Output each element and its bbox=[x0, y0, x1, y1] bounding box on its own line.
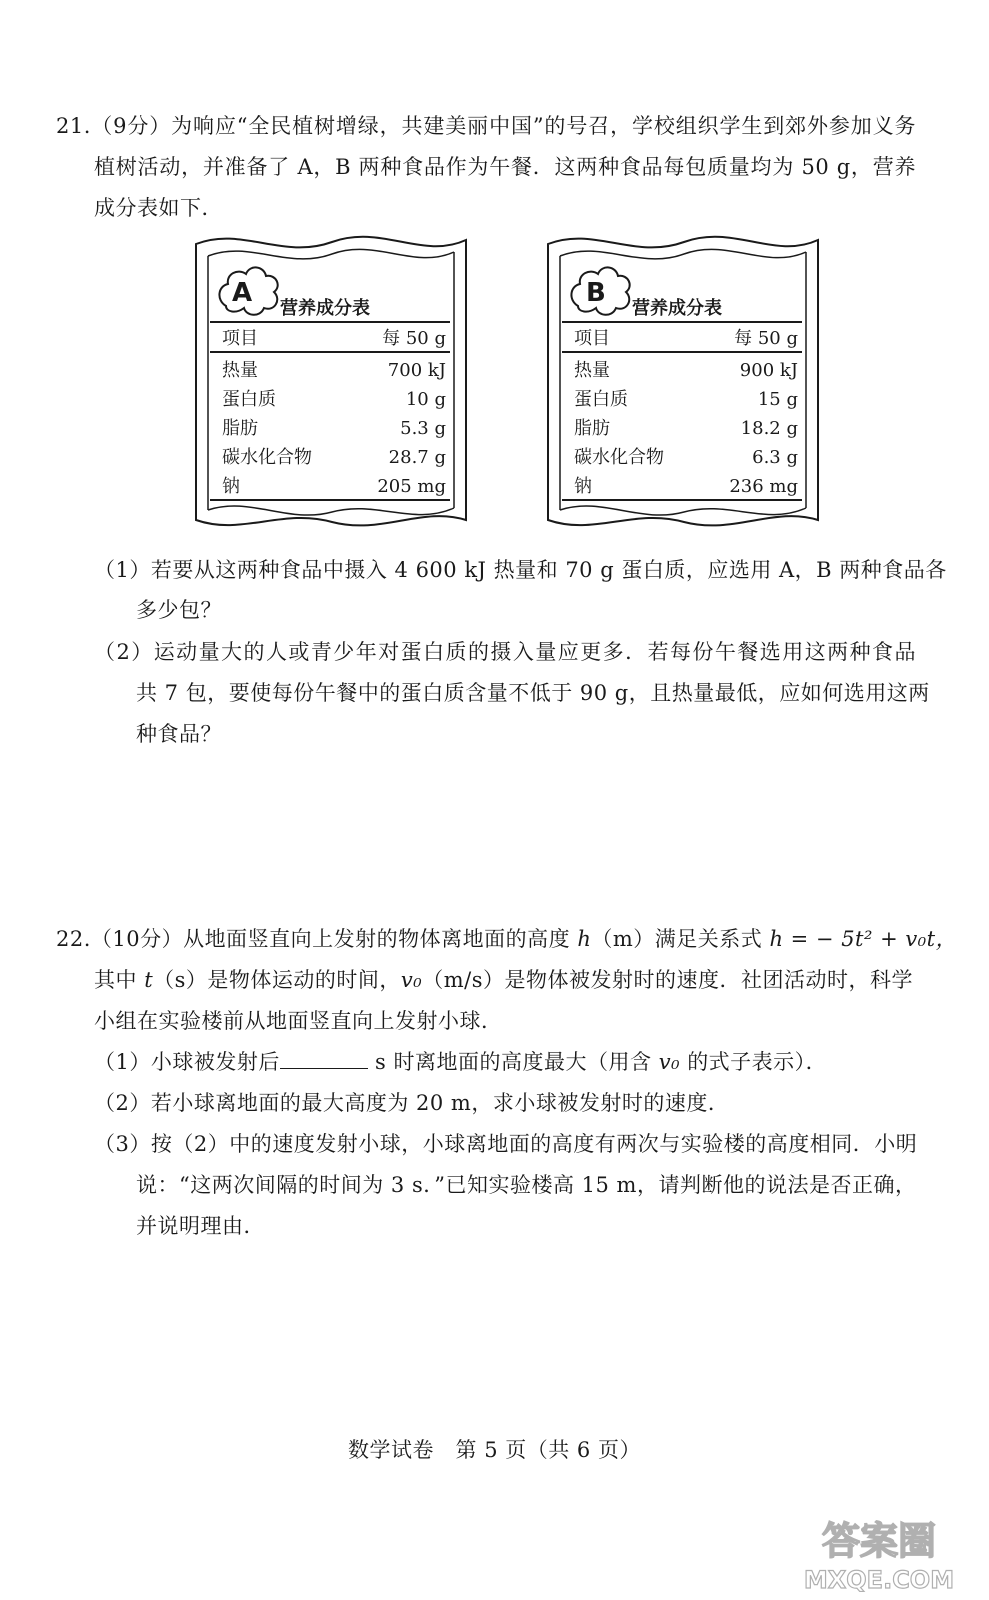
row-value: 205 mg bbox=[377, 476, 446, 497]
var-v0: v₀ bbox=[400, 968, 423, 992]
header-item: 项目 bbox=[222, 328, 258, 349]
card-a-title: 营养成分表 bbox=[280, 298, 370, 319]
page-footer: 数学试卷 第 5 页（共 6 页） bbox=[348, 1438, 641, 1462]
q22-sub3-line-3: 并说明理由． bbox=[136, 1214, 265, 1238]
table-row bbox=[574, 356, 798, 385]
q22-line-3: 小组在实验楼前从地面竖直向上发射小球． bbox=[94, 1009, 503, 1033]
q22-text: s 时离地面的高度最大（用含 bbox=[367, 1050, 652, 1074]
row-label: 碳水化合物 bbox=[574, 447, 664, 468]
q22-text: （s）是物体运动的时间， bbox=[153, 968, 401, 992]
q22-sub3-line-1: （3）按（2）中的速度发射小球，小球离地面的高度有两次与实验楼的高度相同．小明 bbox=[94, 1132, 918, 1156]
q22-text: 22.（10分）从地面竖直向上发射的物体离地面的高度 bbox=[56, 927, 571, 951]
watermark-top: 答案圈 bbox=[821, 1519, 937, 1563]
q22-text: 其中 bbox=[94, 968, 137, 992]
row-label: 热量 bbox=[222, 360, 258, 381]
var-t: t bbox=[144, 968, 154, 992]
q22-text: （m/s）是物体被发射时的速度．社团活动时，科学 bbox=[422, 968, 913, 992]
var-h: h bbox=[577, 927, 592, 951]
table-row bbox=[222, 356, 446, 385]
q22-text: （m）满足关系式 bbox=[591, 927, 763, 951]
row-label: 脂肪 bbox=[574, 418, 610, 439]
table-row bbox=[574, 385, 798, 414]
row-label: 脂肪 bbox=[222, 418, 258, 439]
formula: h = − 5t² + v₀t， bbox=[769, 927, 958, 951]
row-value: 700 kJ bbox=[387, 360, 446, 381]
watermark-bottom: MXQE.COM bbox=[803, 1566, 955, 1592]
row-value: 6.3 g bbox=[752, 447, 798, 468]
nutrition-card-a bbox=[192, 230, 470, 532]
q21-sub2-line-1: （2）运动量大的人或青少年对蛋白质的摄入量应更多．若每份午餐选用这两种食品 bbox=[94, 640, 916, 664]
row-value: 900 kJ bbox=[739, 360, 798, 381]
q22-sub3-line-2: 说：“这两次间隔的时间为 3 s．”已知实验楼高 15 m，请判断他的说法是否正确， bbox=[136, 1173, 917, 1197]
row-value: 5.3 g bbox=[400, 418, 446, 439]
row-value: 236 mg bbox=[729, 476, 798, 497]
table-row bbox=[222, 472, 446, 501]
q22-text: 的式子表示）． bbox=[687, 1050, 828, 1074]
row-value: 18.2 g bbox=[740, 418, 798, 439]
row-label: 碳水化合物 bbox=[222, 447, 312, 468]
row-label: 钠 bbox=[222, 476, 240, 497]
card-b-header-row bbox=[574, 324, 798, 353]
q21-sub2-line-2: 共 7 包，要使每份午餐中的蛋白质含量不低于 90 g，且热量最低，应如何选用这两 bbox=[136, 681, 930, 705]
table-row bbox=[222, 385, 446, 414]
header-per: 每 50 g bbox=[382, 328, 446, 349]
q21-sub1-line-2: 多少包？ bbox=[136, 598, 222, 622]
q22-line-1 bbox=[56, 925, 957, 953]
card-b-letter: B bbox=[586, 278, 606, 308]
q21-line-2: 植树活动，并准备了 A，B 两种食品作为午餐．这两种食品每包质量均为 50 g，营养 bbox=[94, 155, 916, 179]
table-row bbox=[222, 443, 446, 472]
row-label: 蛋白质 bbox=[574, 389, 628, 410]
q22-sub1 bbox=[94, 1048, 827, 1076]
row-label: 钠 bbox=[574, 476, 592, 497]
var-v0: v₀ bbox=[658, 1050, 680, 1074]
row-label: 蛋白质 bbox=[222, 389, 276, 410]
card-a-letter: A bbox=[232, 278, 253, 308]
table-row bbox=[574, 414, 798, 443]
row-value: 10 g bbox=[405, 389, 446, 410]
table-row bbox=[222, 414, 446, 443]
watermark-logo bbox=[784, 1512, 974, 1592]
nutrition-card-b bbox=[544, 230, 822, 532]
q21-sub2-line-3: 种食品？ bbox=[136, 722, 222, 746]
header-item: 项目 bbox=[574, 328, 610, 349]
q21-line-3: 成分表如下． bbox=[94, 196, 223, 220]
row-value: 28.7 g bbox=[388, 447, 446, 468]
q22-sub2: （2）若小球离地面的最大高度为 20 m，求小球被发射时的速度． bbox=[94, 1091, 730, 1115]
answer-blank bbox=[280, 1050, 368, 1069]
table-row bbox=[574, 472, 798, 501]
q21-line-1: 21.（9分）为响应“全民植树增绿，共建美丽中国”的号召，学校组织学生到郊外参加义务 bbox=[56, 114, 916, 138]
card-a-header-row bbox=[222, 324, 446, 353]
table-row bbox=[574, 443, 798, 472]
q22-text: （1）小球被发射后 bbox=[94, 1050, 280, 1074]
card-b-title: 营养成分表 bbox=[632, 298, 722, 319]
row-label: 热量 bbox=[574, 360, 610, 381]
q22-line-2 bbox=[94, 966, 913, 994]
header-per: 每 50 g bbox=[734, 328, 798, 349]
row-value: 15 g bbox=[757, 389, 798, 410]
q21-sub1-line-1: （1）若要从这两种食品中摄入 4 600 kJ 热量和 70 g 蛋白质，应选用 A，B 两种食品各 bbox=[94, 558, 947, 582]
